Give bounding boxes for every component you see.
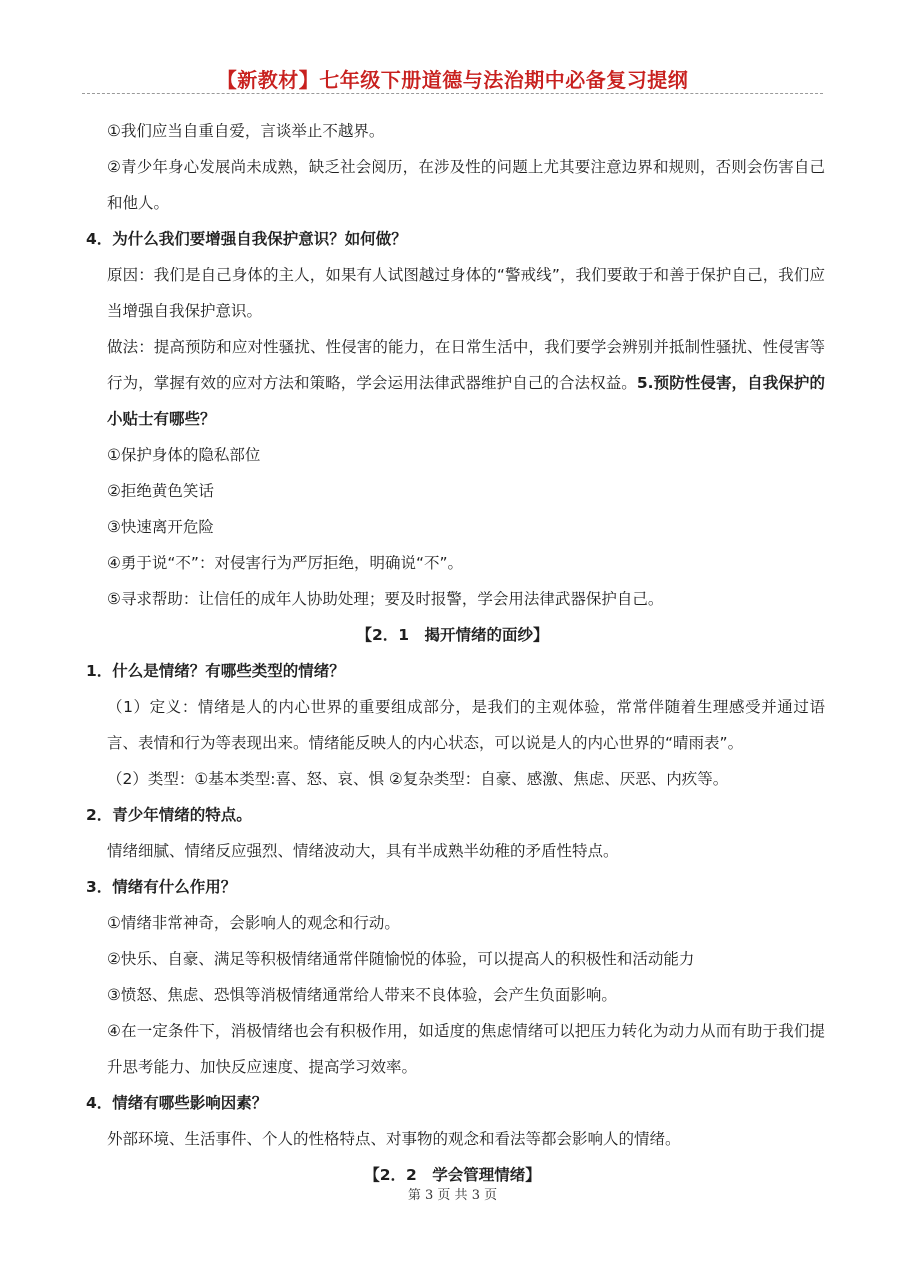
list-item: ⑤寻求帮助：让信任的成年人协助处理；要及时报警，学会用法律武器保护自己。 bbox=[107, 590, 664, 608]
page-number: 第 3 页 共 3 页 bbox=[407, 1188, 498, 1203]
paragraph: 情绪细腻、情绪反应强烈、情绪波动大，具有半成熟半幼稚的矛盾性特点。 bbox=[107, 842, 619, 860]
header-divider bbox=[82, 93, 823, 94]
list-item: ①保护身体的隐私部位 bbox=[107, 446, 261, 464]
section-heading: 【2．1 揭开情绪的面纱】 bbox=[356, 626, 549, 644]
paragraph: 原因：我们是自己身体的主人，如果有人试图越过身体的“警戒线”，我们要敢于和善于保护自己，我们应当增强自我保护意识。 bbox=[107, 266, 825, 320]
paragraph: ①我们应当自重自爱，言谈举止不越界。 bbox=[107, 122, 385, 140]
section-heading: 【2．2 学会管理情绪】 bbox=[364, 1166, 541, 1184]
question-heading: 1．什么是情绪？有哪些类型的情绪？ bbox=[86, 662, 345, 680]
question-heading: 2．青少年情绪的特点。 bbox=[86, 806, 252, 824]
page-title: 【新教材】七年级下册道德与法治期中必备复习提纲 bbox=[216, 68, 689, 92]
document-body bbox=[80, 113, 825, 1193]
paragraph: （2）类型：①基本类型:喜、怒、哀、惧 ②复杂类型：自豪、感激、焦虑、厌恶、内疚等。 bbox=[107, 770, 729, 788]
list-item: ③快速离开危险 bbox=[107, 518, 214, 536]
question-heading: 3．情绪有什么作用？ bbox=[86, 878, 237, 896]
list-item: ②拒绝黄色笑话 bbox=[107, 482, 214, 500]
list-item: ④勇于说“不”：对侵害行为严厉拒绝，明确说“不”。 bbox=[107, 554, 464, 572]
paragraph: ②青少年身心发展尚未成熟，缺乏社会阅历，在涉及性的问题上尤其要注意边界和规则，否则会伤害自己和他人。 bbox=[107, 158, 825, 212]
paragraph: 外部环境、生活事件、个人的性格特点、对事物的观念和看法等都会影响人的情绪。 bbox=[107, 1130, 681, 1148]
paragraph bbox=[80, 329, 825, 437]
question-heading-inline: 5.预防性侵害，自我保护的小贴士有哪些？ bbox=[107, 374, 825, 428]
question-heading: 4．为什么我们要增强自我保护意识？如何做？ bbox=[86, 230, 407, 248]
list-item: ①情绪非常神奇，会影响人的观念和行动。 bbox=[107, 914, 400, 932]
method-text: 做法：提高预防和应对性骚扰、性侵害的能力，在日常生活中，我们要学会辨别并抵制性骚扰、性侵害等行为，掌握有效的应对方法和策略，学会运用法律武器维护自己的合法权益。 bbox=[107, 338, 825, 392]
list-item: ②快乐、自豪、满足等积极情绪通常伴随愉悦的体验，可以提高人的积极性和活动能力 bbox=[107, 950, 695, 968]
paragraph: （1）定义：情绪是人的内心世界的重要组成部分，是我们的主观体验，常常伴随着生理感受并通过语言、表情和行为等表现出来。情绪能反映人的内心状态，可以说是人的内心世界的“晴雨表”。 bbox=[107, 698, 825, 752]
question-heading: 4．情绪有哪些影响因素？ bbox=[86, 1094, 268, 1112]
list-item: ④在一定条件下，消极情绪也会有积极作用，如适度的焦虑情绪可以把压力转化为动力从而有助于我们提升思考能力、加快反应速度、提高学习效率。 bbox=[107, 1022, 825, 1076]
list-item: ③愤怒、焦虑、恐惧等消极情绪通常给人带来不良体验，会产生负面影响。 bbox=[107, 986, 617, 1004]
